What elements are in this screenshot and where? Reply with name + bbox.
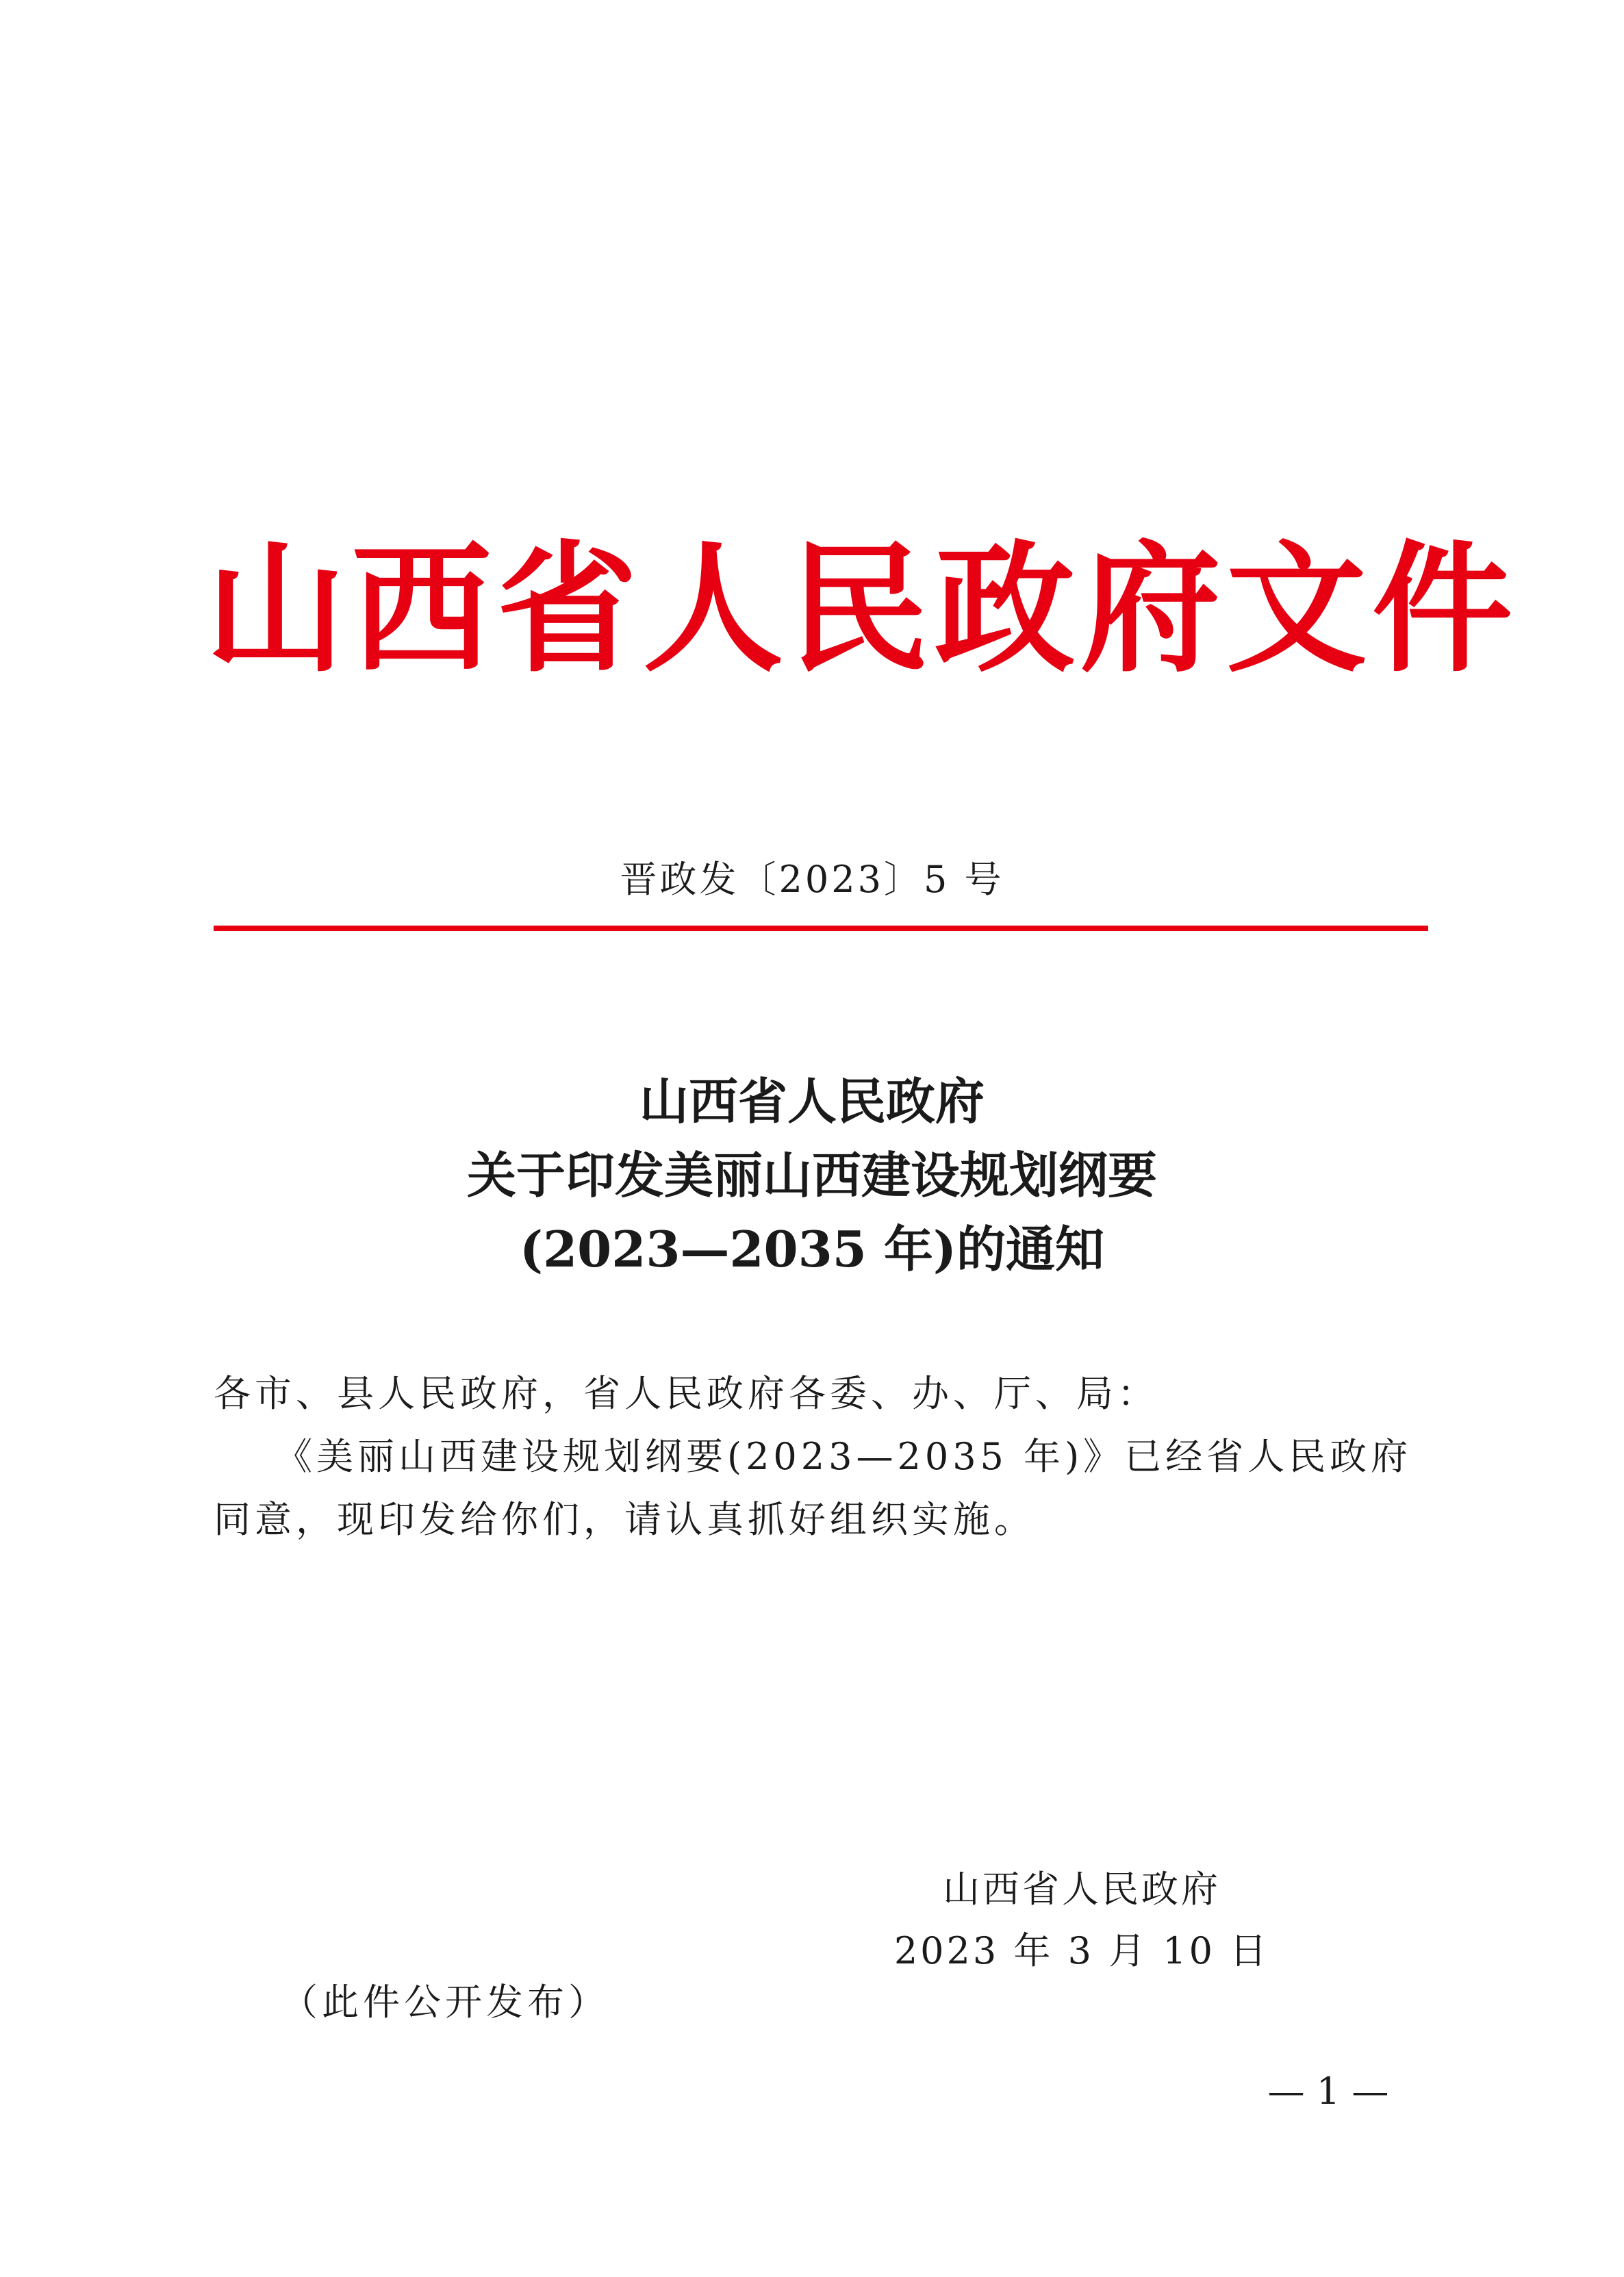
notice-title-line-2: 关于印发美丽山西建设规划纲要 bbox=[466, 1146, 1157, 1204]
notice-title bbox=[0, 1065, 1624, 1286]
public-release-note: （此件公开发布） bbox=[281, 1981, 609, 2024]
signature-organization: 山西省人民政府 bbox=[943, 1868, 1221, 1911]
signature-date: 2023 年 3 月 10 日 bbox=[893, 1929, 1270, 1972]
body-paragraph-line-1: 《美丽山西建设规划纲要(2023—2035 年)》已经省人民政府 bbox=[275, 1435, 1412, 1478]
document-number: 晋政发〔2023〕5 号 bbox=[620, 858, 1004, 901]
masthead-title: 山西省人民政府文件 bbox=[205, 527, 1518, 691]
red-separator-line bbox=[214, 926, 1428, 931]
body-paragraph-line-2: 同意，现印发给你们，请认真抓好组织实施。 bbox=[214, 1498, 1035, 1541]
notice-title-line-1: 山西省人民政府 bbox=[639, 1072, 985, 1130]
page-number: — 1 — bbox=[1267, 2070, 1389, 2113]
salutation: 各市、县人民政府，省人民政府各委、办、厅、局： bbox=[214, 1372, 1158, 1415]
notice-title-line-3: (2023—2035 年)的通知 bbox=[520, 1220, 1104, 1278]
